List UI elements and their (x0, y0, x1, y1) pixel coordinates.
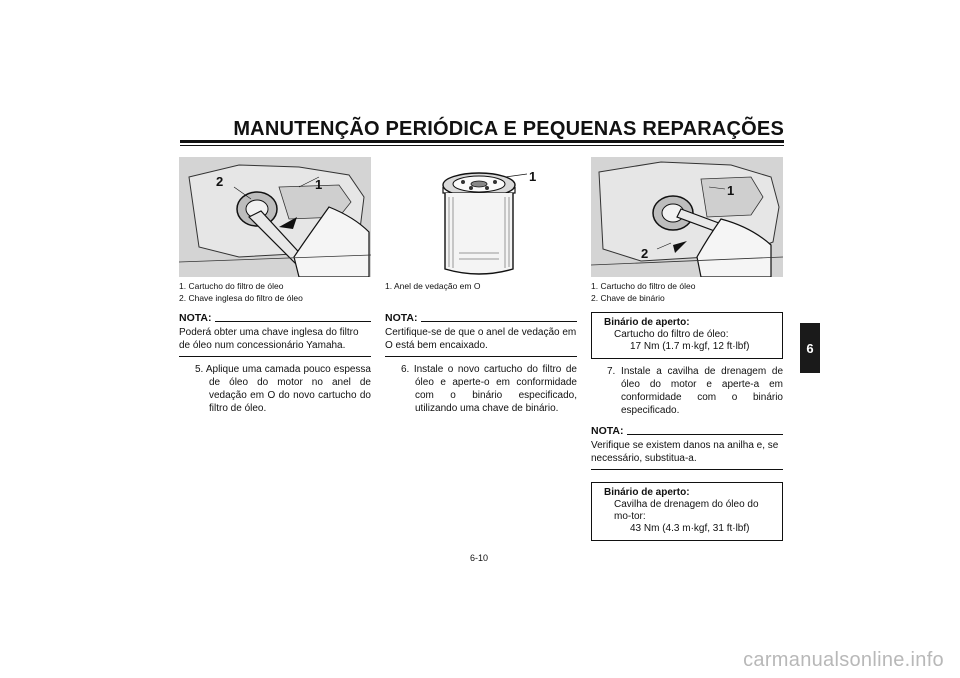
callout-2: 2 (641, 246, 649, 261)
nota-heading: NOTA: (179, 312, 371, 324)
column-1 (179, 157, 371, 415)
page-title: MANUTENÇÃO PERIÓDICA E PEQUENAS REPARAÇÕES (233, 118, 784, 140)
chapter-tab[interactable]: 6 (800, 323, 820, 373)
column-3 (591, 157, 783, 541)
callout-1: 1 (315, 177, 323, 192)
nota-divider (385, 356, 577, 357)
figure-torque-wrench (591, 157, 783, 277)
nota-text: Certifique-se de que o anel de vedação em O está bem encaixado. (385, 327, 577, 351)
torque-spec-box-2: Binário de aperto: Cavilha de drenagem do óleo do mo-tor: 43 Nm (4.3 m·kgf, 31 ft·lbf) (591, 482, 783, 541)
header-rule (180, 140, 784, 143)
nota-text: Verifique se existem danos na anilha e, se necessário, substitua-a. (591, 440, 779, 464)
nota-text: Poderá obter uma chave inglesa do filtro de óleo num concessionário Yamaha. (179, 327, 359, 351)
torque-spec-box-1: Binário de aperto: Cartucho do filtro de óleo: 17 Nm (1.7 m·kgf, 12 ft·lbf) (591, 312, 783, 359)
step-5: 5. Aplique uma camada pouco espessa de óleo do motor no anel de vedação em O do novo cartucho do filtro de óleo. (195, 364, 371, 414)
callout-2: 2 (216, 174, 224, 189)
figure-caption: 1. Cartucho do filtro de óleo 2. Chave de binário (591, 281, 696, 303)
figure-oil-filter-wrench (179, 157, 371, 277)
figure-caption: 1. Cartucho do filtro de óleo 2. Chave inglesa do filtro de óleo (179, 281, 303, 303)
page-number: 6-10 (470, 553, 489, 563)
figure-caption: 1. Anel de vedação em O (385, 281, 481, 291)
watermark: carmanualsonline.info (743, 649, 944, 671)
column-2 (385, 157, 577, 415)
nota-divider (591, 469, 783, 470)
nota-heading: NOTA: (591, 425, 783, 437)
figure-o-ring (385, 157, 577, 277)
header-rule-thin (180, 145, 784, 146)
callout-1: 1 (529, 169, 537, 184)
callout-1: 1 (727, 183, 735, 198)
step-6: 6. Instale o novo cartucho do filtro de óleo e aperte-o em conformidade com o binário especificado, utilizando uma chave de binário. (401, 364, 577, 414)
step-7: 7. Instale a cavilha de drenagem de óleo do motor e aperte-a em conformidade com o binário especificado. (607, 366, 783, 416)
nota-divider (179, 356, 371, 357)
nota-heading: NOTA: (385, 312, 577, 324)
